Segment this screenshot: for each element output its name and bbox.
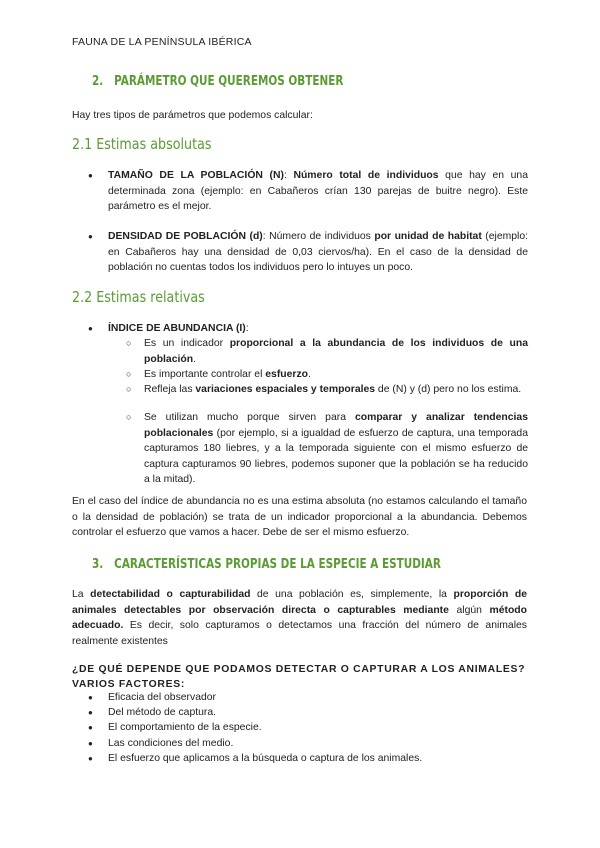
bullet-icon: ● [88,171,93,180]
bullet-icon: ● [88,723,93,733]
bullet-icon: ● [88,324,93,333]
bullet-icon: ● [88,708,93,718]
bullet-icon: ● [88,753,93,763]
list-item: ● El comportamiento de la especie. [88,720,422,735]
subheading-2-1: 2.1 Estimas absolutas [72,135,212,153]
circle-bullet-icon: ○ [126,369,132,379]
list-item: ● Del método de captura. [88,705,422,720]
abundance-paragraph: En el caso del índice de abundancia no es una estima absoluta (no estamos calculando el tamaño o la densidad de población) se trata de un indicador proporcional a la abundancia. Debemos controlar el esfuerzo que vamos a hacer. Debe de ser el mismo esfuerzo. [72,496,527,538]
list-item: ● El esfuerzo que aplicamos a la búsqueda o captura de los animales. [88,751,422,766]
intro-paragraph: Hay tres tipos de parámetros que podemos calcular: [72,110,313,121]
section-2-number: 2. [92,73,104,89]
circle-bullet-icon: ○ [126,384,132,394]
list-item-indice: ● ÍNDICE DE ABUNDANCIA (I): [88,321,528,337]
running-header: FAUNA DE LA PENÍNSULA IBÉRICA [72,36,252,48]
list-item-densidad: ● DENSIDAD DE POBLACIÓN (d): Número de individuos por unidad de habitat (ejemplo: en Cabañeros hay una densidad de 0,03 ciervos/ha). En el caso de la densidad de población no cuentas todos los individuos pero lo intuyes un poco. [88,231,529,273]
section-3-title: CARACTERÍSTICAS PROPIAS DE LA ESPECIE A ESTUDIAR [114,556,441,572]
bullet-icon: ● [88,232,93,241]
subheading-2-2: 2.2 Estimas relativas [72,288,205,306]
section-3-number: 3. [92,556,104,572]
section-2-title: PARÁMETRO QUE QUEREMOS OBTENER [114,73,344,89]
sublist-item-3: ○ Refleja las variaciones espaciales y temporales de (N) y (d) pero no los estima. [126,382,528,398]
bullet-icon: ● [88,738,93,748]
bullet-icon: ● [88,693,93,702]
circle-bullet-icon: ○ [126,412,132,422]
sublist-item-2: ○ Es importante controlar el esfuerzo. [126,367,528,383]
factors-question: ¿DE QUÉ DEPENDE QUE PODAMOS DETECTAR O CAPTURAR A LOS ANIMALES? VARIOS FACTORES: [72,664,526,690]
sublist-item-4: ○ Se utilizan mucho porque sirven para comparar y analizar tendencias poblacionales (por ejemplo, si a igualdad de esfuerzo de captura, una temporada capturamos 180 liebres, y a la temporada siguiente con el mismo esfuerzo de captura capturamos 90 liebres, podemos suponer que la población se ha reducido a la mitad). [126,412,528,485]
factors-list [88,690,422,766]
section-3-heading [92,556,441,572]
circle-bullet-icon: ○ [126,338,132,348]
section-2-heading [92,73,343,89]
detectability-paragraph: La detectabilidad o capturabilidad de una población es, simplemente, la proporción de animales detectables por observación directa o capturables mediante algún método adecuado. Es decir, solo capturamos o detectamos una fracción del número de animales realmente existentes [72,589,528,647]
list-item: ● Eficacia del observador [88,690,422,705]
sublist-item-1: ○ Es un indicador proporcional a la abundancia de los individuos de una población. [126,338,528,365]
list-item-tamano: ● TAMAÑO DE LA POBLACIÓN (N): Número total de individuos que hay en una determinada zona (ejemplo: en Cabañeros crían 130 parejas de buitre negro). Este parámetro es el mejor. [88,170,528,212]
list-item: ● Las condiciones del medio. [88,736,422,751]
